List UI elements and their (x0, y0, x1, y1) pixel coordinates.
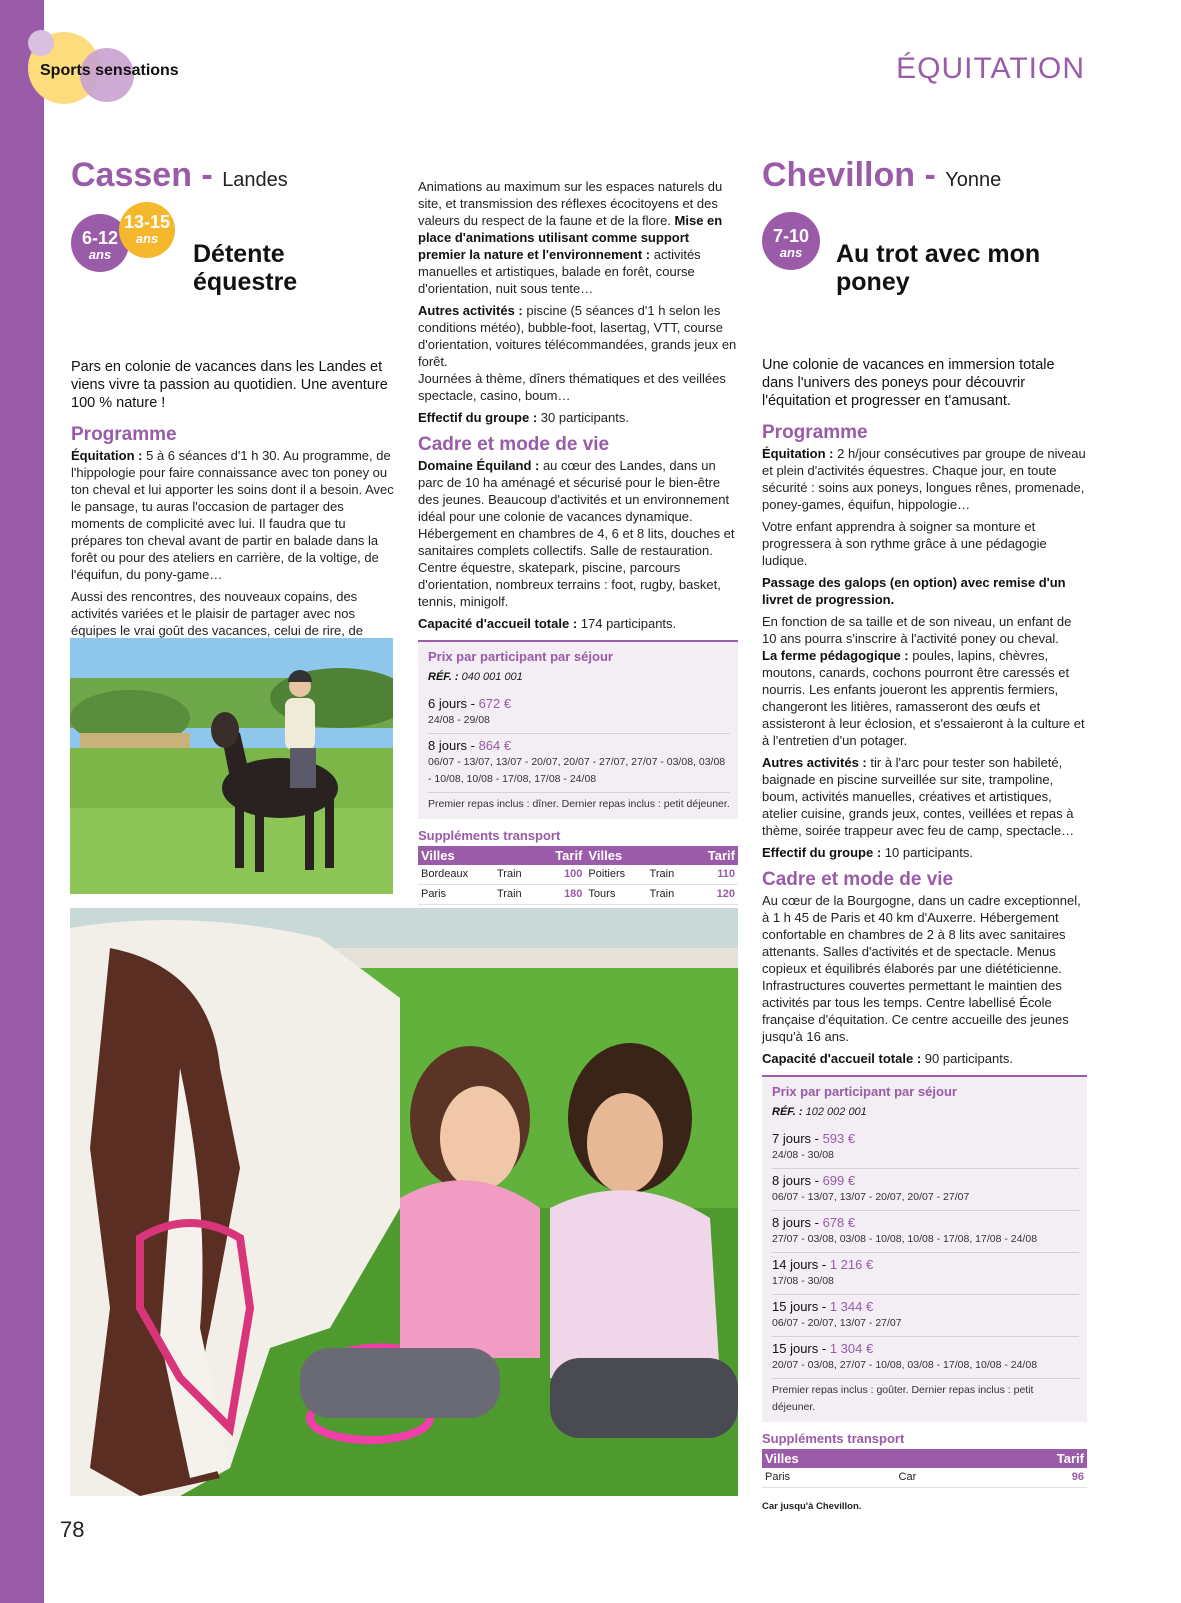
activity-title: Au trot avec mon poney (836, 240, 1041, 296)
animations-paragraph: Animations au maximum sur les espaces naturels du site, et transmission des réflexes écocitoyens et des valeurs du respect de la faune et de la flore. Mise en place d'animations utilisant comme support premier la nature et l'environnement : activités manuelles et artistiques, balade en forêt, course d'orientation, nuit sous tente… (418, 179, 723, 296)
capacite-paragraph: Capacité d'accueil totale : 174 participants. (418, 616, 677, 631)
cadre-heading: Cadre et mode de vie (418, 434, 610, 455)
price-row: 15 jours - 1 304 € 20/07 - 03/08, 27/07 - 10/08, 03/08 - 17/08, 10/08 - 24/08 (772, 1337, 1079, 1379)
price-row: 14 jours - 1 216 € 17/08 - 30/08 (772, 1253, 1079, 1295)
section-tag: Sports sensations (40, 62, 179, 79)
transport-title: Suppléments transport (762, 1431, 905, 1446)
programme-heading: Programme (762, 422, 868, 443)
cadre-paragraph: Au cœur de la Bourgogne, dans un cadre exceptionnel, à 1 h 45 de Paris et 40 km d'Auxerre. Hébergement confortable en chambres de 2 à 8 lits avec sanitaires attenants. Salles d'activités et de spectacle. Menus copieux et équilibrés élaborés par une diététicienne. Infrastructures couvertes permettant le maintien des activités par tous les temps. Centre labellisé École française d'équitation. Ce centre accueille des jeunes jusqu'à 16 ans. (762, 893, 1081, 1044)
reference: RÉF. : 102 002 001 (772, 1106, 867, 1118)
galops-paragraph: Passage des galops (en option) avec remise d'un livret de progression. (762, 575, 1066, 607)
transport-note: Car jusqu'à Chevillon. (762, 1501, 862, 1512)
decor-bubble (28, 30, 54, 56)
autres-activites-paragraph: Autres activités : piscine (5 séances d'1 h selon les conditions météo), bubble-foot, lasertag, VTT, course d'orientation, voitures télécommandées, grands jeux en forêt. (418, 303, 737, 369)
cassen-intro: Pars en colonie de vacances dans les Landes et viens vivre ta passion au quotidien. Une aventure 100 % nature ! (71, 359, 388, 411)
cassen-column-2 (418, 178, 738, 932)
cadre-heading: Cadre et mode de vie (762, 869, 954, 890)
domaine-paragraph: Domaine Équiland : au cœur des Landes, dans un parc de 10 ha aménagé et sécurisé pour le bien-être des jeunes. Beaucoup d'activités et un environnement idéal pour une colonie de vacances dynamique. Hébergement en chambres de 4, 6 et 8 lits, douches et sanitaires complets collectifs. Salle de restauration. Centre équestre, skatepark, piscine, parcours d'orientation, nombreux terrains : foot, rugby, basket, tennis, minigolf. (418, 458, 735, 609)
cassen-column (71, 155, 396, 678)
age-badge: 6-12 ans (71, 214, 129, 272)
taille-paragraph: En fonction de sa taille et de son niveau, un enfant de 10 ans pourra s'inscrire à l'activité poney ou cheval. (762, 614, 1072, 646)
age-badge: 13-15 ans (119, 202, 175, 258)
ferme-paragraph: La ferme pédagogique : poules, lapins, chèvres, moutons, canards, cochons pourront être caressés et nourris. Les enfants joueront les apprentis fermiers, changeront les litières, ramasseront des œufs et assisteront à leur éclosion, et s'essaieront à la culture et à l'entretien d'un potager. (762, 648, 1085, 748)
price-row: 15 jours - 1 344 € 06/07 - 20/07, 13/07 - 27/07 (772, 1295, 1079, 1337)
programme-heading: Programme (71, 424, 177, 445)
meal-note: Premier repas inclus : dîner. Dernier repas inclus : petit déjeuner. (428, 798, 730, 810)
rider-photo (70, 638, 393, 894)
cassen-age-row (71, 204, 396, 296)
price-row: 7 jours - 593 € 24/08 - 30/08 (772, 1127, 1079, 1169)
price-row: 8 jours - 699 € 06/07 - 13/07, 13/07 - 20/07, 20/07 - 27/07 (772, 1169, 1079, 1211)
effectif-paragraph: Effectif du groupe : 10 participants. (762, 845, 973, 860)
progression-paragraph: Votre enfant apprendra à soigner sa monture et progressera à son rythme grâce à une pédagogie ludique. (762, 519, 1047, 568)
equitation-paragraph: Équitation : 2 h/jour consécutives par groupe de niveau et plein d'activités équestres. Chaque jour, en toute sécurité : soins aux poneys, longues rênes, promenade, poney-games, équifun, hippologie… (762, 446, 1086, 512)
chevillon-price-box (762, 1075, 1087, 1422)
price-title: Prix par participant par séjour (772, 1084, 957, 1099)
chevillon-column (762, 155, 1087, 1515)
transport-title: Suppléments transport (418, 828, 561, 843)
autres-activites-paragraph: Autres activités : tir à l'arc pour tester son habileté, baignade en piscine surveillée sur site, trampoline, boum, activités manuelles, créatives et artistiques, atelier cuisine, grands jeux, contes, veillées et repas à thème, soirée trappeur avec feu de camp, spectacle… (762, 755, 1075, 838)
journees-paragraph: Journées à thème, dîners thématiques et des veillées spectacle, casino, boum… (418, 371, 726, 403)
price-row: 8 jours - 678 € 27/07 - 03/08, 03/08 - 10/08, 10/08 - 17/08, 17/08 - 24/08 (772, 1211, 1079, 1253)
cassen-price-box (418, 640, 738, 819)
price-title: Prix par participant par séjour (428, 649, 613, 664)
effectif-paragraph: Effectif du groupe : 30 participants. (418, 410, 629, 425)
price-row: 8 jours - 864 € 06/07 - 13/07, 13/07 - 20/07, 20/07 - 27/07, 27/07 - 03/08, 03/08 - 10/08, 10/08 - 17/08, 17/08 - 24/08 (428, 734, 730, 793)
chevillon-age-row (762, 204, 1087, 296)
girls-pony-photo (70, 908, 738, 1496)
age-badge: 7-10 ans (762, 212, 820, 270)
chevillon-region: Yonne (945, 169, 1002, 191)
transport-table: Villes Tarif Paris Car 96 (762, 1449, 1087, 1488)
chevillon-title: Chevillon - Yonne (762, 156, 1002, 194)
cassen-region: Landes (222, 169, 288, 191)
page-number: 78 (60, 1517, 85, 1542)
reference: RÉF. : 040 001 001 (428, 671, 523, 683)
price-row: 6 jours - 672 € 24/08 - 29/08 (428, 692, 730, 734)
rencontres-paragraph: Aussi des rencontres, des nouveaux copains, des activités variées et le plaisir de partager avec nos équipes le vrai goût des vacances, celui de rire, de (71, 589, 363, 638)
table-row: Paris Car 96 (762, 1468, 1087, 1488)
table-row: Paris Train 180 Tours Train 120 (418, 885, 738, 905)
table-row: Bordeaux Train 100 Poitiers Train 110 (418, 865, 738, 885)
meal-note: Premier repas inclus : goûter. Dernier repas inclus : petit déjeuner. (772, 1384, 1034, 1413)
activity-title: Détente équestre (193, 240, 298, 296)
capacite-paragraph: Capacité d'accueil totale : 90 participants. (762, 1051, 1013, 1066)
cassen-title: Cassen - Landes (71, 156, 288, 194)
equitation-paragraph: Équitation : 5 à 6 séances d'1 h 30. Au programme, de l'hippologie pour faire connaissance avec ton poney ou ton cheval et lui apporter les soins dont il a besoin. Avec le pansage, tu auras l'occasion de partager des moments de complicité avec lui. Il faudra que tu prépares ton cheval avant de partir en balade dans la forêt ou pour des ateliers en carrière, de la voltige, de l'équifun, du pony-game… (71, 448, 394, 582)
chevillon-intro: Une colonie de vacances en immersion totale dans l'univers des poneys pour découvrir l'équitation et progresser en t'amusant. (762, 357, 1055, 409)
transport-table: Villes Tarif Villes Tarif Bordeaux Train 100 Poitiers Train 110 Paris Train 180 Tours Train 120 (418, 846, 738, 905)
page-sidebar (0, 0, 44, 1603)
theme-title: ÉQUITATION (896, 52, 1085, 85)
